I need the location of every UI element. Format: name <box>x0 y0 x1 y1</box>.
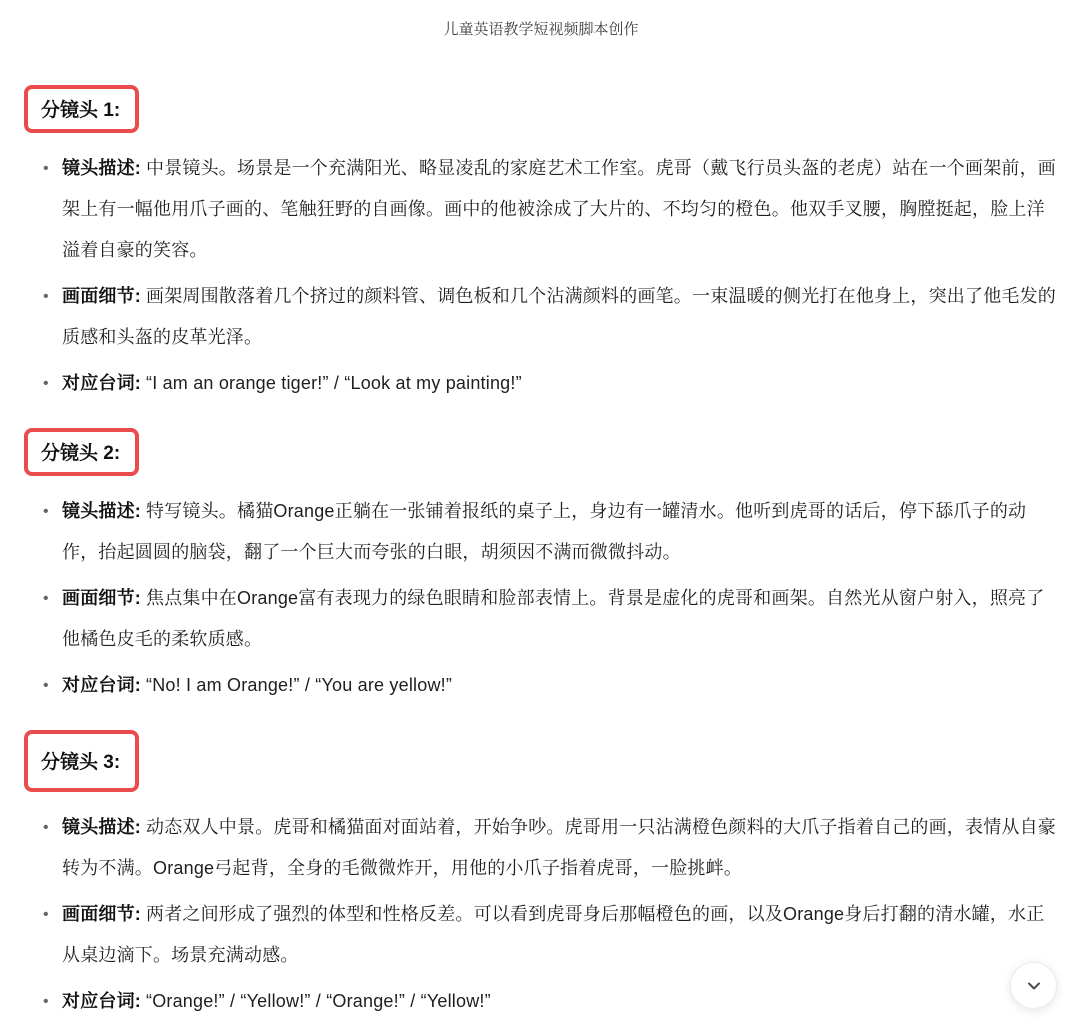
item-text: 动态双人中景。虎哥和橘猫面对面站着，开始争吵。虎哥用一只沾满橙色颜料的大爪子指着自己的画，表情从自豪转为不满。Orange弓起背，全身的毛微微炸开，用他的小爪子指着虎哥，一脸挑衅。 <box>62 817 1056 878</box>
list-item <box>62 363 1058 404</box>
item-text: “Orange!” / “Yellow!” / “Orange!” / “Yellow!” <box>146 991 491 1011</box>
chevron-down-icon <box>1025 977 1043 995</box>
item-label: 镜头描述: <box>62 817 141 837</box>
item-label: 对应台词: <box>62 675 141 695</box>
item-text: “I am an orange tiger!” / “Look at my painting!” <box>146 373 522 393</box>
shot-1-highlight-box <box>24 85 139 133</box>
list-item <box>62 148 1058 271</box>
storyboard-section-1 <box>24 85 1058 404</box>
item-label: 画面细节: <box>62 904 141 924</box>
shot-3-detail-list <box>24 807 1058 1022</box>
list-item <box>62 981 1058 1022</box>
list-item <box>62 665 1058 706</box>
item-text: 焦点集中在Orange富有表现力的绿色眼睛和脸部表情上。背景是虚化的虎哥和画架。自然光从窗户射入，照亮了他橘色皮毛的柔软质感。 <box>62 588 1045 649</box>
storyboard-section-3 <box>24 730 1058 1022</box>
shot-3-heading: 分镜头 3: <box>41 752 121 773</box>
item-text: “No! I am Orange!” / “You are yellow!” <box>146 675 453 695</box>
item-text: 中景镜头。场景是一个充满阳光、略显凌乱的家庭艺术工作室。虎哥（戴飞行员头盔的老虎）站在一个画架前，画架上有一幅他用爪子画的、笔触狂野的自画像。画中的他被涂成了大片的、不均匀的橙色。他双手叉腰，胸膛挺起，脸上洋溢着自豪的笑容。 <box>62 158 1056 260</box>
shot-2-highlight-box <box>24 428 139 476</box>
item-label: 对应台词: <box>62 991 141 1011</box>
item-text: 特写镜头。橘猫Orange正躺在一张铺着报纸的桌子上，身边有一罐清水。他听到虎哥的话后，停下舔爪子的动作，抬起圆圆的脑袋，翻了一个巨大而夸张的白眼，胡须因不满而微微抖动。 <box>62 501 1027 562</box>
list-item <box>62 491 1058 573</box>
item-text: 画架周围散落着几个挤过的颜料管、调色板和几个沾满颜料的画笔。一束温暖的侧光打在他身上，突出了他毛发的质感和头盔的皮革光泽。 <box>62 286 1056 347</box>
item-label: 对应台词: <box>62 373 141 393</box>
list-item <box>62 894 1058 976</box>
shot-2-heading: 分镜头 2: <box>41 443 121 464</box>
item-label: 画面细节: <box>62 588 141 608</box>
scroll-down-button[interactable] <box>1010 962 1057 1009</box>
list-item <box>62 578 1058 660</box>
item-label: 画面细节: <box>62 286 141 306</box>
list-item <box>62 276 1058 358</box>
item-label: 镜头描述: <box>62 158 141 178</box>
page-title: 儿童英语教学短视频脚本创作 <box>443 21 639 38</box>
item-text: 两者之间形成了强烈的体型和性格反差。可以看到虎哥身后那幅橙色的画，以及Orange身后打翻的清水罐，水正从桌边滴下。场景充满动感。 <box>62 904 1045 965</box>
list-item <box>62 807 1058 889</box>
storyboard-section-2 <box>24 428 1058 706</box>
shot-1-heading: 分镜头 1: <box>41 100 121 121</box>
item-label: 镜头描述: <box>62 501 141 521</box>
shot-2-detail-list <box>24 491 1058 706</box>
shot-3-highlight-box <box>24 730 139 792</box>
shot-1-detail-list <box>24 148 1058 404</box>
